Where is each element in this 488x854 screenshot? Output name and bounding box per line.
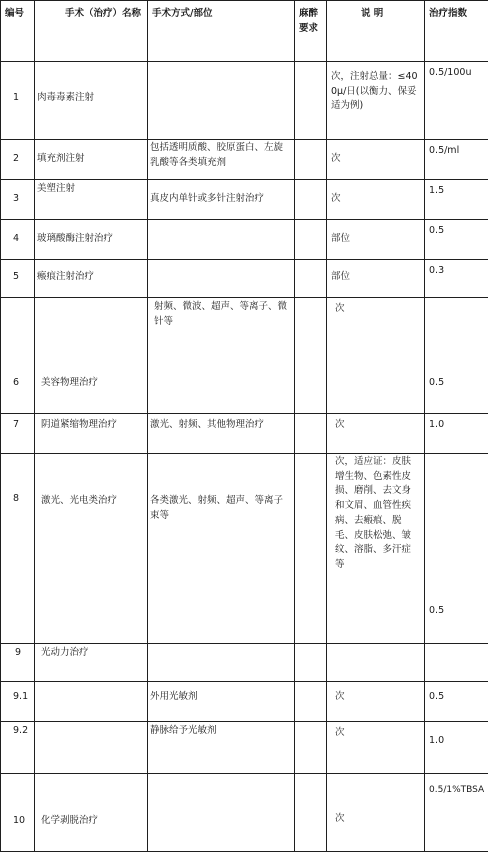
cell-id: 10	[1, 774, 35, 852]
cell-index	[425, 644, 488, 682]
cell-anesthesia	[295, 298, 327, 414]
cell-name	[35, 722, 148, 774]
header-note: 说 明	[327, 1, 425, 62]
table-row	[1, 140, 488, 180]
table-row	[1, 454, 488, 644]
cell-name: 瘢痕注射治疗	[35, 260, 148, 298]
cell-method	[148, 260, 295, 298]
cell-name: 填充剂注射	[35, 140, 148, 180]
cell-method: 真皮内单针或多针注射治疗	[148, 180, 295, 220]
cell-anesthesia	[295, 774, 327, 852]
cell-name: 美容物理治疗	[35, 298, 148, 414]
cell-index: 0.5	[425, 220, 488, 260]
cell-id: 4	[1, 220, 35, 260]
header-anesthesia: 麻醉要求	[295, 1, 327, 62]
cell-note: 部位	[327, 220, 425, 260]
cell-name: 玻璃酸酶注射治疗	[35, 220, 148, 260]
table-row	[1, 220, 488, 260]
table-row	[1, 260, 488, 298]
cell-name: 美塑注射	[35, 180, 148, 220]
cell-anesthesia	[295, 180, 327, 220]
cell-method	[148, 62, 295, 140]
cell-method	[148, 644, 295, 682]
cell-note: 次	[327, 722, 425, 774]
cell-index: 0.5	[425, 682, 488, 722]
cell-index: 0.5/1%TBSA	[425, 774, 488, 852]
cell-anesthesia	[295, 260, 327, 298]
cell-note: 次	[327, 140, 425, 180]
cell-method: 外用光敏剂	[148, 682, 295, 722]
cell-note: 次，适应证：皮肤增生物、色素性皮损、磨削、去文身和文眉、血管性疾病、去瘢痕、脱毛、皮肤松弛、皱纹、溶脂、多汗症等	[327, 454, 425, 644]
cell-index: 1.0	[425, 722, 488, 774]
cell-id: 6	[1, 298, 35, 414]
cell-anesthesia	[295, 414, 327, 454]
cell-id: 9	[1, 644, 35, 682]
cell-name: 化学剥脱治疗	[35, 774, 148, 852]
table-row	[1, 644, 488, 682]
cell-name: 肉毒毒素注射	[35, 62, 148, 140]
cell-index: 0.5	[425, 454, 488, 644]
cell-name	[35, 682, 148, 722]
table-row	[1, 62, 488, 140]
cell-id: 8	[1, 454, 35, 644]
cell-note	[327, 644, 425, 682]
cell-id: 2	[1, 140, 35, 180]
cell-index: 0.5	[425, 298, 488, 414]
header-method: 手术方式/部位	[148, 1, 295, 62]
table-row	[1, 774, 488, 852]
cell-method	[148, 774, 295, 852]
cell-name: 阴道紧缩物理治疗	[35, 414, 148, 454]
cell-index: 0.3	[425, 260, 488, 298]
table-row	[1, 180, 488, 220]
cell-id: 7	[1, 414, 35, 454]
cell-method: 包括透明质酸、胶原蛋白、左旋乳酸等各类填充剂	[148, 140, 295, 180]
cell-note: 次	[327, 180, 425, 220]
table-row	[1, 682, 488, 722]
header-row	[1, 1, 488, 62]
cell-id: 9.2	[1, 722, 35, 774]
cell-anesthesia	[295, 682, 327, 722]
cell-anesthesia	[295, 62, 327, 140]
cell-note: 部位	[327, 260, 425, 298]
cell-id: 1	[1, 62, 35, 140]
cell-anesthesia	[295, 454, 327, 644]
cell-anesthesia	[295, 722, 327, 774]
cell-anesthesia	[295, 140, 327, 180]
cell-method: 各类激光、射频、超声、等离子束等	[148, 454, 295, 644]
cell-index: 1.0	[425, 414, 488, 454]
cell-name: 激光、光电类治疗	[35, 454, 148, 644]
table-row	[1, 722, 488, 774]
cell-anesthesia	[295, 644, 327, 682]
cell-name: 光动力治疗	[35, 644, 148, 682]
cell-anesthesia	[295, 220, 327, 260]
cell-note: 次	[327, 774, 425, 852]
header-name: 手术（治疗）名称	[35, 1, 148, 62]
cell-index: 0.5/100u	[425, 62, 488, 140]
cell-id: 5	[1, 260, 35, 298]
cell-id: 9.1	[1, 682, 35, 722]
cell-method: 射频、微波、超声、等离子、微针等	[148, 298, 295, 414]
cell-note: 次	[327, 298, 425, 414]
header-index: 治疗指数	[425, 1, 488, 62]
cell-id: 3	[1, 180, 35, 220]
cell-note: 次	[327, 414, 425, 454]
cell-method: 激光、射频、其他物理治疗	[148, 414, 295, 454]
cell-index: 0.5/ml	[425, 140, 488, 180]
cell-note: 次	[327, 682, 425, 722]
cell-note: 次，注射总量：≤400μ/日(以衡力、保妥适为例)	[327, 62, 425, 140]
cell-index: 1.5	[425, 180, 488, 220]
header-id: 编号	[1, 1, 35, 62]
cell-method: 静脉给予光敏剂	[148, 722, 295, 774]
cell-method	[148, 220, 295, 260]
table-row	[1, 414, 488, 454]
table-row	[1, 298, 488, 414]
